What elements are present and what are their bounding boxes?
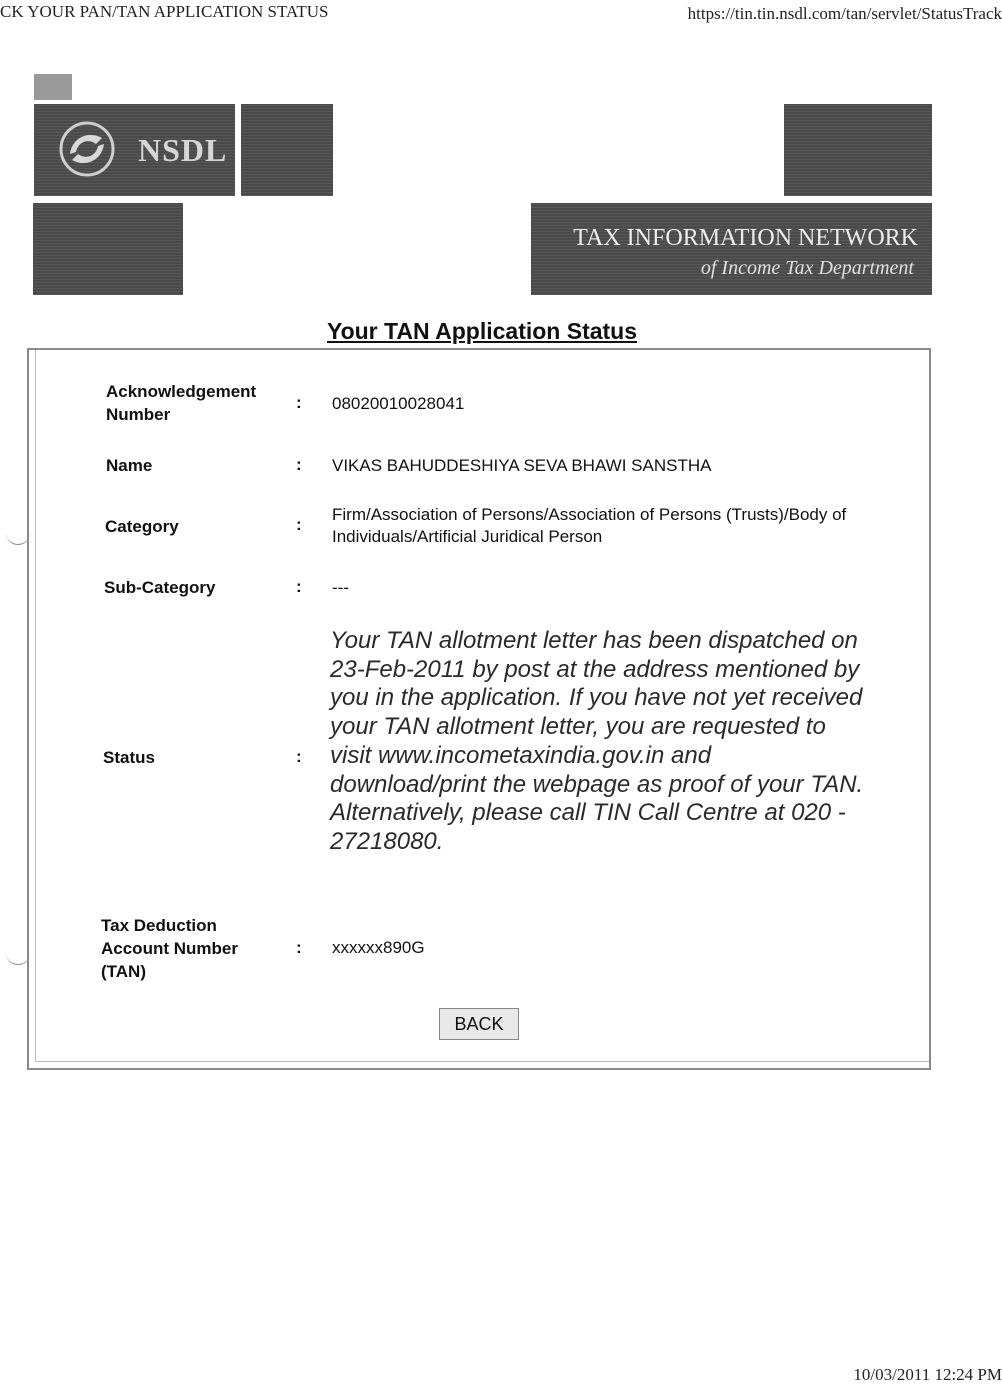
print-header-title: CK YOUR PAN/TAN APPLICATION STATUS: [0, 2, 329, 21]
acknowledgement-number-value: 08020010028041: [332, 394, 465, 413]
print-footer-timestamp: 10/03/2011 12:24 PM: [853, 1365, 1002, 1384]
status-label: Status: [103, 748, 155, 767]
banner-tile-lower-left: [33, 203, 183, 295]
banner-tile-middle: [241, 104, 333, 196]
name-label: Name: [106, 456, 153, 475]
page-title: Your TAN Application Status: [326, 318, 638, 344]
status-message: Your TAN allotment letter has been dispatched on 23-Feb-2011 by post at the address mentioned by you in the application. If you have not yet received your TAN allotment letter, you are requested to visit www.incometaxindia.gov.in and download/print the webpage as proof of your TAN. Alternatively, please call TIN Call Centre at 020 - 27218080.: [330, 627, 864, 855]
acknowledgement-colon: :: [296, 393, 302, 412]
sub-category-value: ---: [332, 578, 349, 597]
banner-tile-small: [34, 74, 72, 100]
print-header-url: https://tin.tin.nsdl.com/tan/servlet/StatusTrack: [687, 4, 1002, 23]
tan-colon: :: [296, 938, 302, 957]
category-colon: :: [296, 515, 302, 534]
acknowledgement-number-label: Acknowledgement Number: [106, 382, 257, 424]
nsdl-logo-tile: [34, 104, 235, 196]
tin-banner-title: TAX INFORMATION NETWORK: [573, 225, 918, 251]
nsdl-logo-text: NSDL: [138, 132, 228, 168]
sub-category-label: Sub-Category: [104, 578, 216, 597]
back-button[interactable]: BACK: [439, 1008, 519, 1040]
banner-tile-upper-right: [784, 104, 932, 196]
tin-banner-subtitle: of Income Tax Department: [700, 257, 914, 279]
category-value: Firm/Association of Persons/Association of Persons (Trusts)/Body of Individuals/Artificial Juridical Person: [332, 505, 847, 546]
tin-banner: [531, 203, 932, 295]
status-colon: :: [296, 747, 302, 766]
tan-label: Tax Deduction Account Number (TAN): [101, 916, 238, 981]
nsdl-swirl-icon: [58, 120, 116, 178]
name-value: VIKAS BAHUDDESHIYA SEVA BHAWI SANSTHA: [332, 456, 712, 475]
tan-value: xxxxxx890G: [332, 938, 425, 957]
category-label: Category: [105, 517, 179, 536]
name-colon: :: [296, 455, 302, 474]
sub-category-colon: :: [296, 577, 302, 596]
